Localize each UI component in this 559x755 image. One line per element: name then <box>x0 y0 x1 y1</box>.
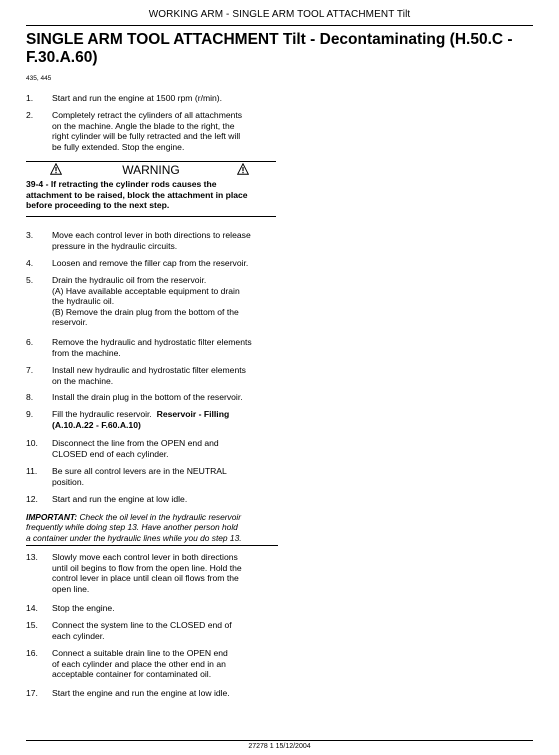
warning-top-rule <box>26 161 276 162</box>
page-title-line-2: F.30.A.60) <box>26 49 98 66</box>
step-number: 12. <box>26 494 38 504</box>
step-text: Be sure all control levers are in the NEUTRAL position. <box>52 466 227 487</box>
step-number: 11. <box>26 466 38 476</box>
step-text: Fill the hydraulic reservoir. Reservoir - Filling (A.10.A.22 - F.60.A.10) <box>52 409 230 430</box>
important-rule <box>26 545 278 546</box>
step-text: Start and run the engine at low idle. <box>52 494 188 504</box>
cross-reference-code[interactable]: (A.10.A.22 - F.60.A.10) <box>52 419 141 430</box>
step-text: Start the engine and run the engine at low idle. <box>52 688 230 698</box>
warning-text: 39-4 - If retracting the cylinder rods causes the attachment to be raised, block the attachment in place before proceeding to the next step. <box>26 179 248 210</box>
step-text: Connect the system line to the CLOSED end of each cylinder. <box>52 620 232 641</box>
step-number: 5. <box>26 275 34 285</box>
step-number: 13. <box>26 552 38 562</box>
warning-bottom-rule <box>26 216 276 217</box>
step-text: Completely retract the cylinders of all attachments on the machine. Angle the blade to the right, the right cylinder will be fully retracted and the left will be fully extended. Stop the engine. <box>52 110 243 152</box>
reference-codes: 435, 445 <box>26 75 52 82</box>
footer-rule <box>26 740 533 741</box>
step-text: Start and run the engine at 1500 rpm (r/min). <box>52 93 223 103</box>
warning-triangle-icon <box>237 163 249 175</box>
step-number: 15. <box>26 620 38 630</box>
step-number: 9. <box>26 409 34 419</box>
step-number: 7. <box>26 365 34 375</box>
header-rule <box>26 25 533 26</box>
step-text: Remove the hydraulic and hydrostatic filter elements from the machine. <box>52 337 252 358</box>
step-text: Install the drain plug in the bottom of the reservoir. <box>52 392 243 402</box>
step-text: Move each control lever in both directions to release pressure in the hydraulic circuits. <box>52 230 251 251</box>
page-title <box>26 31 536 67</box>
important-label: IMPORTANT: <box>26 512 78 522</box>
step-number: 14. <box>26 603 38 613</box>
step-text: Install new hydraulic and hydrostatic filter elements on the machine. <box>52 365 246 386</box>
page-title-line-1: SINGLE ARM TOOL ATTACHMENT Tilt - Decontaminating (H.50.C - <box>26 31 513 48</box>
step-number: 1. <box>26 93 34 103</box>
step-text: Disconnect the line from the OPEN end and CLOSED end of each cylinder. <box>52 438 219 459</box>
step-number: 6. <box>26 337 34 347</box>
step-number: 4. <box>26 258 34 268</box>
important-note: IMPORTANT: Check the oil level in the hydraulic reservoir frequently while doing step 13. Have another person hold a container under the hydraulic lines while you do step 13. <box>26 512 242 543</box>
step-number: 8. <box>26 392 34 402</box>
warning-header <box>26 163 276 177</box>
step-text: Slowly move each control lever in both directions until oil begins to flow from the open line. Hold the control lever in place until clean oil flows from the open line. <box>52 552 242 594</box>
step-text: Connect a suitable drain line to the OPEN end of each cylinder and place the other end in an acceptable container for contaminated oil. <box>52 648 228 679</box>
step-number: 10. <box>26 438 38 448</box>
step-number: 16. <box>26 648 38 658</box>
step-number: 17. <box>26 688 38 698</box>
warning-label: WARNING <box>122 163 180 177</box>
step-text: Stop the engine. <box>52 603 115 613</box>
page-footer: 27278 1 15/12/2004 <box>248 743 311 750</box>
running-header: WORKING ARM - SINGLE ARM TOOL ATTACHMENT Tilt <box>148 9 411 20</box>
step-number: 2. <box>26 110 34 120</box>
step-number: 3. <box>26 230 34 240</box>
cross-reference-link[interactable]: Reservoir - Filling <box>156 409 230 419</box>
step-text: Drain the hydraulic oil from the reservoir. (A) Have available acceptable equipment to drain the hydraulic oil. (B) Remove the drain plug from the bottom of the reservoir. <box>52 275 240 327</box>
step-text: Loosen and remove the filler cap from the reservoir. <box>52 258 249 268</box>
